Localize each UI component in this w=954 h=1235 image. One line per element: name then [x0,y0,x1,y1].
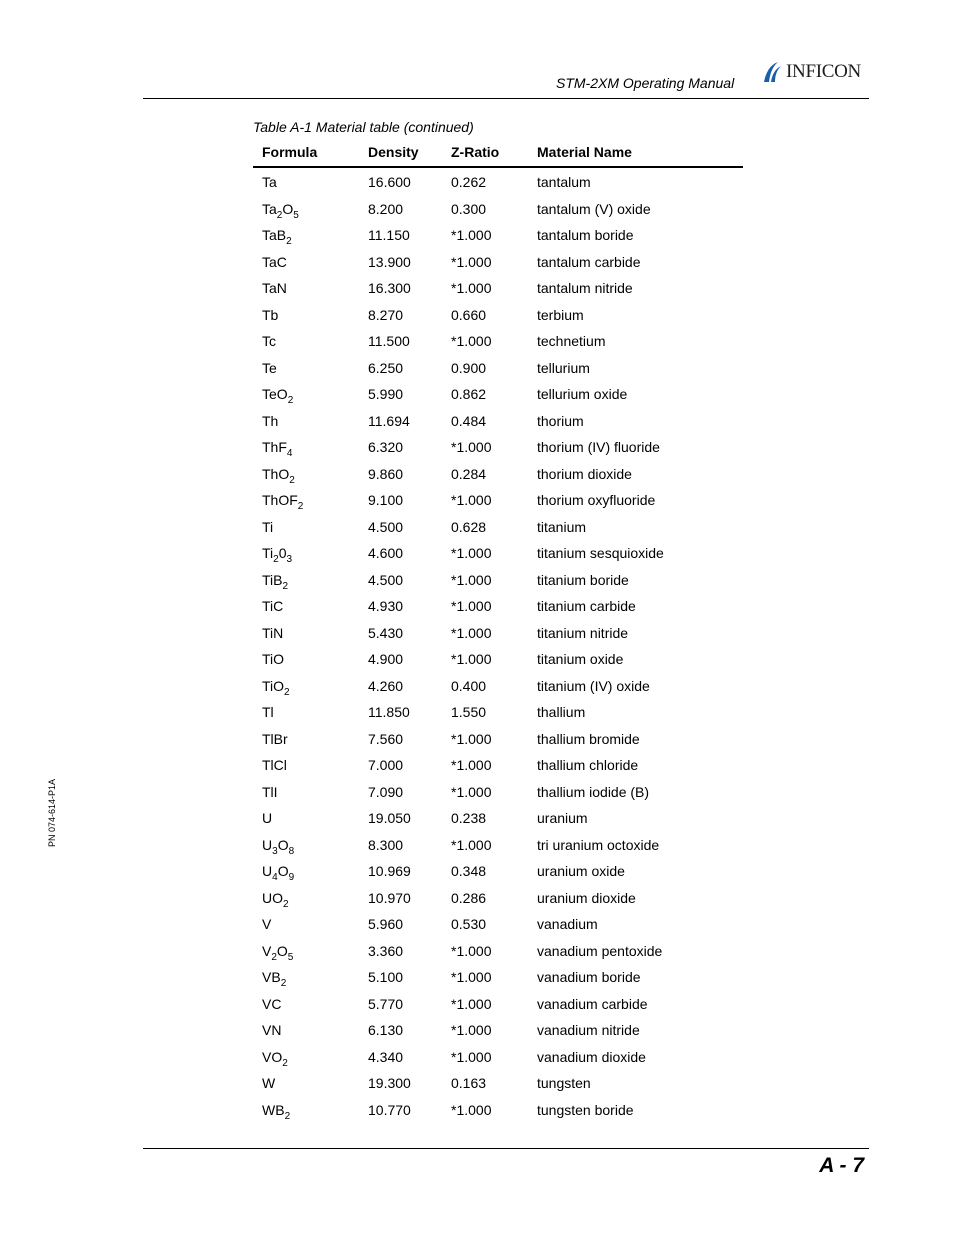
zratio-cell: *1.000 [451,492,492,508]
formula-base: U [262,836,273,853]
zratio-cell: *1.000 [451,1022,492,1038]
formula-subscript: 3 [286,554,293,565]
formula-base: O [276,942,288,959]
formula-cell [262,333,276,349]
table-row [253,645,743,672]
formula-subscript: 3 [272,845,278,857]
table-row [253,380,743,407]
density-cell: 5.770 [368,995,404,1012]
formula-base: O [282,200,294,217]
formula-cell [262,916,271,932]
formula-base: ThF [262,439,287,455]
table-row [253,592,743,619]
material-name-cell: vanadium dioxide [537,1048,646,1065]
material-name-cell: tellurium oxide [537,386,628,402]
table-row [253,566,743,593]
density-cell: 11.500 [368,333,410,349]
table-row [253,354,743,381]
formula-cell [262,1022,281,1038]
material-name-cell: titanium nitride [537,624,629,641]
formula-base: TiO [262,651,285,667]
material-name-cell: thallium iodide (B) [537,783,650,800]
formula-base: U [262,810,273,826]
zratio-cell: 1.550 [451,704,487,720]
zratio-cell: *1.000 [451,333,492,349]
formula-cell [262,598,283,614]
material-name-cell: tungsten boride [537,1101,634,1118]
formula-cell [262,969,287,989]
density-cell: 11.850 [368,704,410,720]
part-number: PN 074-614-P1A [47,778,57,847]
density-cell: 4.340 [368,1048,404,1065]
density-cell: 6.320 [368,439,404,455]
table-row [253,195,743,222]
material-name-cell: titanium (IV) oxide [537,677,650,694]
formula-cell [262,942,294,963]
formula-cell [262,280,287,296]
table-row [253,884,743,911]
formula-base: TaN [262,280,287,296]
table-row [253,539,743,566]
formula-subscript: 8 [288,845,295,857]
formula-base: 0 [278,545,287,561]
formula-cell [262,227,292,247]
table-row [253,221,743,248]
material-name-cell: technetium [537,333,606,349]
page-number: A - 7 [819,1154,864,1177]
formula-cell [262,519,273,535]
material-name-cell: thorium dioxide [537,465,632,482]
density-cell: 5.990 [368,386,404,402]
density-cell: 5.100 [368,969,404,985]
formula-cell [262,1075,275,1091]
formula-base: VB [262,969,281,985]
density-cell: 4.600 [368,545,404,561]
density-cell: 5.430 [368,624,404,641]
zratio-cell: *1.000 [451,227,492,243]
formula-base: TaB [262,227,287,243]
density-cell: 8.300 [368,836,404,853]
zratio-cell: 0.530 [451,916,487,932]
formula-subscript: 2 [289,474,295,486]
zratio-cell: *1.000 [451,730,492,747]
formula-base: O [277,836,289,853]
formula-base: UO [262,889,283,906]
formula-subscript: 4 [272,872,278,883]
density-cell: 4.930 [368,598,404,614]
zratio-cell: 0.286 [451,889,487,906]
zratio-cell: *1.000 [451,624,492,641]
density-cell: 7.090 [368,783,404,800]
formula-cell [262,465,295,486]
zratio-cell: 0.484 [451,412,487,429]
formula-cell [262,1048,288,1069]
material-name-cell: tri uranium octoxide [537,836,660,853]
table-row [253,672,743,699]
formula-base: Te [262,359,277,376]
density-cell: 4.500 [368,518,404,535]
formula-base: Ti [262,545,274,561]
table-row [253,990,743,1017]
zratio-cell: *1.000 [451,995,492,1012]
formula-base: VN [262,1022,282,1038]
table-row [253,937,743,964]
formula-cell [262,677,290,698]
formula-cell [262,571,289,592]
zratio-cell: 0.862 [451,386,487,402]
formula-subscript: 2 [282,580,289,592]
density-cell: 16.300 [368,280,411,296]
table-row [253,486,743,513]
density-cell: 9.100 [368,492,404,508]
table-row [253,168,743,195]
formula-cell [262,200,299,221]
zratio-cell: 0.238 [451,810,487,826]
table-row [253,1043,743,1070]
formula-base: VO [262,1048,283,1065]
formula-subscript: 9 [288,872,295,883]
formula-base: Ti [262,518,274,535]
zratio-cell: 0.628 [451,518,487,535]
zratio-cell: 0.284 [451,465,487,482]
material-name-cell: vanadium nitride [537,1022,640,1038]
material-name-cell: uranium [537,810,588,826]
density-cell: 10.770 [368,1101,411,1118]
zratio-cell: 0.400 [451,677,487,694]
formula-base: V [262,916,272,932]
formula-cell [262,254,287,270]
formula-subscript: 2 [284,686,290,698]
density-cell: 11.150 [368,227,410,243]
inficon-logo [760,60,861,84]
formula-base: TlCl [262,757,287,773]
formula-base: TaC [262,253,287,270]
table-header [253,141,743,168]
formula-cell [262,174,277,190]
formula-subscript: 2 [287,395,294,406]
formula-base: V [262,942,272,959]
zratio-cell: *1.000 [451,783,492,800]
material-name-cell: thallium [537,704,586,720]
formula-subscript: 2 [283,898,289,910]
density-cell: 3.360 [368,942,404,959]
formula-subscript: 2 [273,554,279,565]
table-body [253,168,743,1122]
zratio-cell: 0.348 [451,863,487,879]
formula-base: TiB [262,571,283,588]
material-name-cell: terbium [537,306,584,323]
zratio-cell: 0.300 [451,200,487,217]
formula-cell [262,413,278,429]
formula-base: TiN [262,624,284,641]
formula-base: TeO [262,386,288,402]
density-cell: 5.960 [368,916,404,932]
formula-cell [262,889,289,910]
material-name-cell: titanium oxide [537,651,624,667]
column-header-formula: Formula [262,144,318,160]
material-name-cell: titanium sesquioxide [537,545,664,561]
zratio-cell: *1.000 [451,439,492,455]
formula-cell [262,863,295,883]
material-name-cell: vanadium carbide [537,995,648,1012]
formula-subscript: 2 [284,1110,291,1122]
formula-cell [262,784,278,800]
density-cell: 4.900 [368,651,404,667]
zratio-cell: *1.000 [451,571,492,588]
logo-text: INFICON [786,61,861,82]
formula-cell [262,386,294,406]
material-name-cell: uranium dioxide [537,889,636,906]
formula-base: Tc [262,333,276,349]
density-cell: 8.200 [368,200,404,217]
table-row [253,1016,743,1043]
zratio-cell: *1.000 [451,598,492,614]
material-name-cell: tantalum (V) oxide [537,200,651,217]
zratio-cell: *1.000 [451,836,492,853]
formula-base: Ta [262,200,277,217]
table-row [253,1096,743,1123]
material-name-cell: vanadium pentoxide [537,942,663,959]
formula-cell [262,651,284,667]
table-row [253,725,743,752]
material-name-cell: thorium oxyfluoride [537,492,656,508]
zratio-cell: *1.000 [451,942,492,959]
formula-base: W [262,1075,276,1091]
formula-cell [262,731,288,747]
formula-cell [262,545,293,565]
table-row [253,301,743,328]
zratio-cell: *1.000 [451,253,492,270]
formula-subscript: 4 [286,448,293,459]
zratio-cell: 0.163 [451,1075,487,1091]
density-cell: 11.694 [368,412,410,429]
table-caption: Table A-1 Material table (continued) [253,119,474,135]
formula-cell [262,704,274,720]
material-name-cell: thallium chloride [537,757,639,773]
table-row [253,778,743,805]
formula-base: ThO [262,465,290,482]
table-row [253,698,743,725]
density-cell: 9.860 [368,465,404,482]
formula-cell [262,625,283,641]
material-name-cell: tantalum boride [537,227,634,243]
material-name-cell: titanium carbide [537,598,636,614]
table-row [253,513,743,540]
table-row [253,804,743,831]
zratio-cell: *1.000 [451,280,492,296]
formula-subscript: 2 [297,501,304,512]
table-row [253,751,743,778]
table-row [253,619,743,646]
table-row [253,433,743,460]
formula-subscript: 2 [276,209,283,221]
material-name-cell: tantalum nitride [537,280,633,296]
table-row [253,831,743,858]
formula-base: ThOF [262,492,298,508]
formula-base: WB [262,1101,285,1118]
zratio-cell: 0.900 [451,359,487,376]
density-cell: 7.000 [368,757,404,773]
formula-base: O [277,863,289,879]
formula-cell [262,360,277,376]
density-cell: 19.300 [368,1075,411,1091]
formula-cell [262,492,304,512]
density-cell: 4.260 [368,677,404,694]
table-row [253,327,743,354]
material-table [253,141,743,1122]
formula-base: U [262,863,273,879]
logo-swoosh-icon [760,60,784,84]
formula-base: TlI [262,783,278,800]
material-name-cell: tellurium [537,359,590,376]
table-row [253,1069,743,1096]
formula-cell [262,996,281,1012]
formula-base: TlBr [262,730,288,747]
formula-base: Tl [262,704,274,720]
density-cell: 13.900 [368,253,411,270]
table-row [253,407,743,434]
material-name-cell: titanium boride [537,571,629,588]
material-name-cell: uranium oxide [537,863,625,879]
formula-subscript: 5 [287,951,294,963]
formula-cell [262,757,287,773]
formula-cell [262,810,272,826]
material-name-cell: vanadium [537,916,598,932]
material-name-cell: thorium [537,412,584,429]
material-name-cell: tantalum carbide [537,253,641,270]
density-cell: 6.250 [368,359,404,376]
zratio-cell: *1.000 [451,757,492,773]
table-row [253,274,743,301]
formula-base: VC [262,995,282,1012]
formula-cell [262,307,278,323]
column-header-material-name: Material Name [537,144,632,160]
column-header-density: Density [368,144,419,160]
zratio-cell: *1.000 [451,969,492,985]
formula-subscript: 5 [293,209,299,221]
footer-rule [143,1148,869,1149]
formula-subscript: 2 [286,236,292,247]
table-row [253,460,743,487]
density-cell: 16.600 [368,174,411,190]
material-name-cell: vanadium boride [537,969,641,985]
formula-base: Ta [262,174,277,190]
table-row [253,857,743,884]
density-cell: 7.560 [368,730,404,747]
density-cell: 8.270 [368,306,404,323]
formula-base: TiC [262,598,284,614]
material-name-cell: thallium bromide [537,730,640,747]
header-rule [143,98,869,99]
manual-title: STM-2XM Operating Manual [556,75,735,91]
formula-subscript: 2 [282,1057,288,1069]
density-cell: 10.969 [368,863,411,879]
zratio-cell: *1.000 [451,651,492,667]
zratio-cell: *1.000 [451,1048,492,1065]
formula-subscript: 2 [271,951,277,963]
table-row [253,910,743,937]
formula-base: Tb [262,306,279,323]
zratio-cell: 0.660 [451,306,487,323]
zratio-cell: *1.000 [451,545,492,561]
zratio-cell: 0.262 [451,174,487,190]
formula-cell [262,439,293,459]
density-cell: 4.500 [368,571,404,588]
zratio-cell: *1.000 [451,1101,492,1118]
formula-base: TiO [262,677,285,694]
density-cell: 10.970 [368,889,411,906]
formula-cell [262,836,295,857]
material-name-cell: titanium [537,518,587,535]
table-row [253,248,743,275]
material-name-cell: tungsten [537,1075,591,1091]
material-name-cell: tantalum [537,174,591,190]
table-row [253,963,743,990]
material-name-cell: thorium (IV) fluoride [537,439,660,455]
density-cell: 19.050 [368,810,411,826]
density-cell: 6.130 [368,1022,404,1038]
column-header-zratio: Z-Ratio [451,144,500,160]
formula-base: Th [262,412,279,429]
formula-cell [262,1101,291,1122]
formula-subscript: 2 [280,978,287,989]
